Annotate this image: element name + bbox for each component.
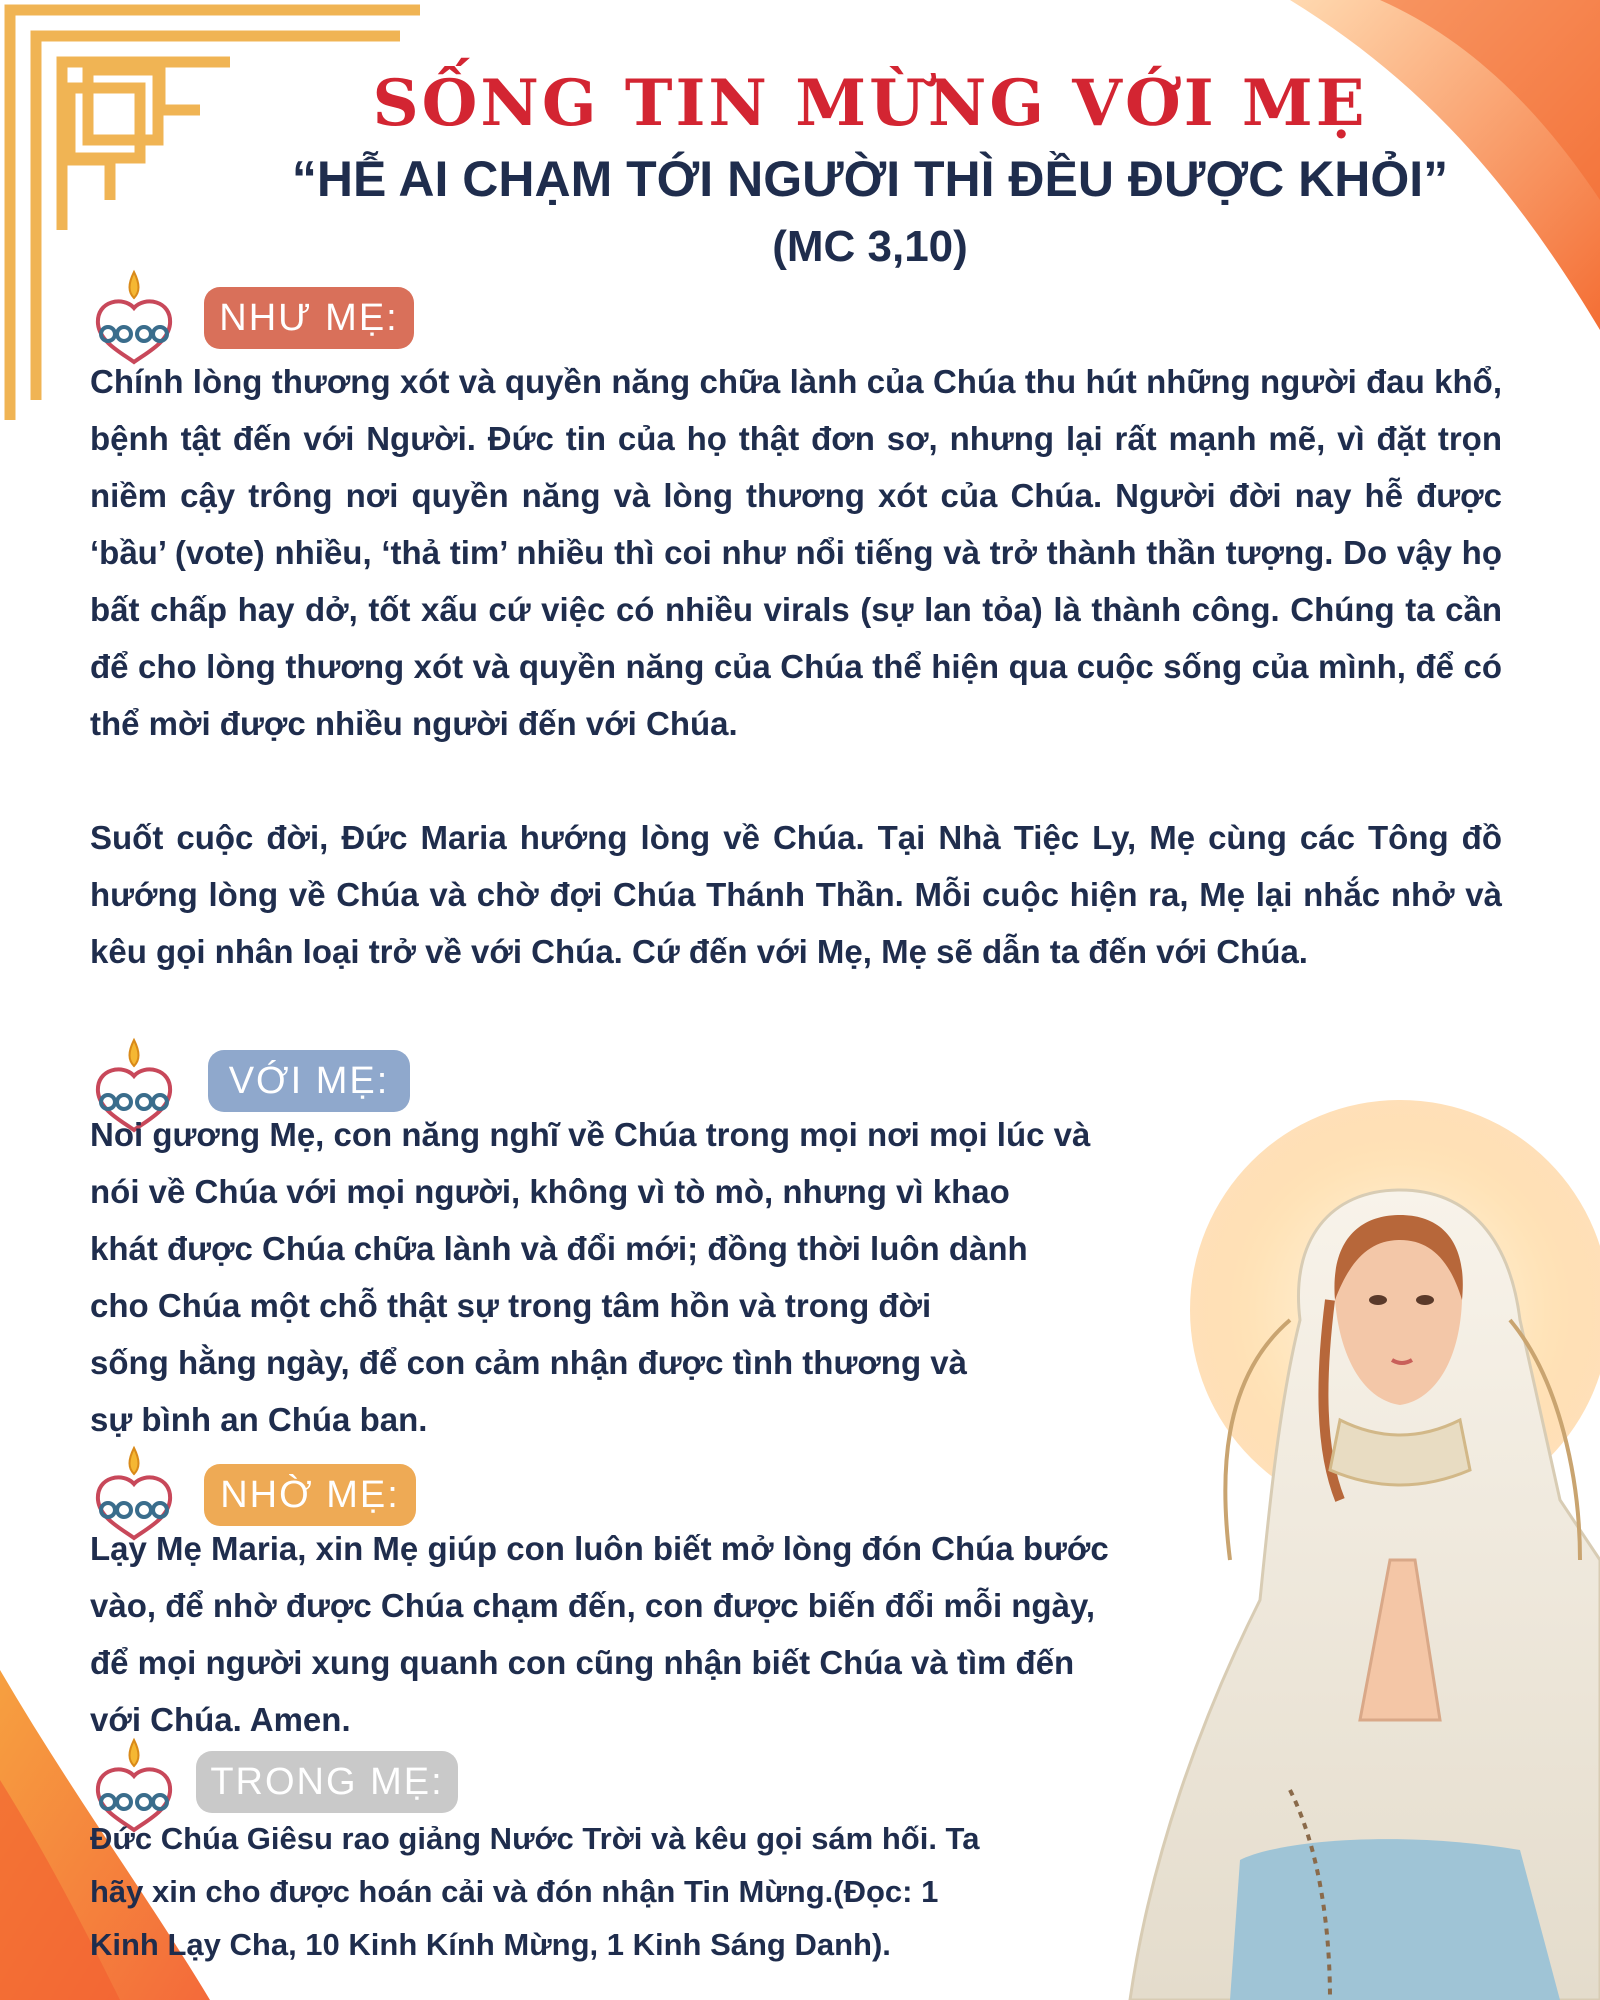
flaming-heart-icon [88,268,180,366]
text-line: cho Chúa một chỗ thật sự trong tâm hồn và trong đời [90,1287,932,1324]
text-line: vào, để nhờ được Chúa chạm đến, con được biến đổi mỗi ngày, [90,1587,1096,1624]
text-line: Noi gương Mẹ, con năng nghĩ về Chúa trong mọi nơi mọi lúc và [90,1116,1091,1153]
text-line: Kinh Lạy Cha, 10 Kinh Kính Mừng, 1 Kinh Sáng Danh). [90,1927,891,1962]
text-line: khát được Chúa chữa lành và đổi mới; đồng thời luôn dành [90,1230,1028,1267]
text-line: Đức Chúa Giêsu rao giảng Nước Trời và kêu gọi sám hối. Ta [90,1821,980,1856]
section-label-nho-me: NHỜ MẸ: [204,1464,416,1526]
section-label-trong-me: TRONG MẸ: [196,1751,458,1813]
text-line: sống hằng ngày, để con cảm nhận được tình thương và [90,1344,967,1381]
section-voi-me-text [90,1106,1290,1448]
text-line: với Chúa. Amen. [90,1701,351,1738]
section-nhu-me-paragraph-2: Suốt cuộc đời, Đức Maria hướng lòng về Chúa. Tại Nhà Tiệc Ly, Mẹ cùng các Tông đồ hướng lòng về Chúa và chờ đợi Chúa Thánh Thần. Mỗi cuộc hiện ra, Mẹ lại nhắc nhở và kêu gọi nhân loại trở về với Chúa. Cứ đến với Mẹ, Mẹ sẽ dẫn ta đến với Chúa. [90,819,1502,970]
text-line: nói về Chúa với mọi người, không vì tò mò, nhưng vì khao [90,1173,1010,1210]
section-trong-me-text [90,1812,1140,1971]
text-line: hãy xin cho được hoán cải và đón nhận Tin Mừng.(Đọc: 1 [90,1874,939,1909]
text-line: để mọi người xung quanh con cũng nhận biết Chúa và tìm đến [90,1644,1075,1681]
page-title: SỐNG TIN MỪNG VỚI MẸ [372,66,1368,141]
scripture-reference: (MC 3,10) [772,222,968,271]
text-line: Lạy Mẹ Maria, xin Mẹ giúp con luôn biết mở lòng đón Chúa bước [90,1530,1109,1567]
section-nho-me-text [90,1520,1290,1748]
page-subtitle: “HỄ AI CHẠM TỚI NGƯỜI THÌ ĐỀU ĐƯỢC KHỎI” [291,151,1449,207]
section-label-nhu-me: NHƯ MẸ: [204,287,414,349]
text-line: sự bình an Chúa ban. [90,1401,428,1438]
section-nhu-me-paragraph-1: Chính lòng thương xót và quyền năng chữa lành của Chúa thu hút những người đau khổ, bệnh tật đến với Người. Đức tin của họ thật đơn sơ, nhưng lại rất mạnh mẽ, vì đặt trọn niềm cậy trông nơi quyền năng và lòng thương xót của Chúa. Người đời nay hễ được ‘bầu’ (vote) nhiều, ‘thả tim’ nhiều thì coi như nổi tiếng và trở thành thần tượng. Do vậy họ bất chấp hay dở, tốt xấu cứ việc có nhiều virals (sự lan tỏa) là thành công. Chúng ta cần để cho lòng thương xót và quyền năng của Chúa thể hiện qua cuộc sống của mình, để có thể mời được nhiều người đến với Chúa. [90,363,1502,742]
section-label-voi-me: VỚI MẸ: [208,1050,410,1112]
